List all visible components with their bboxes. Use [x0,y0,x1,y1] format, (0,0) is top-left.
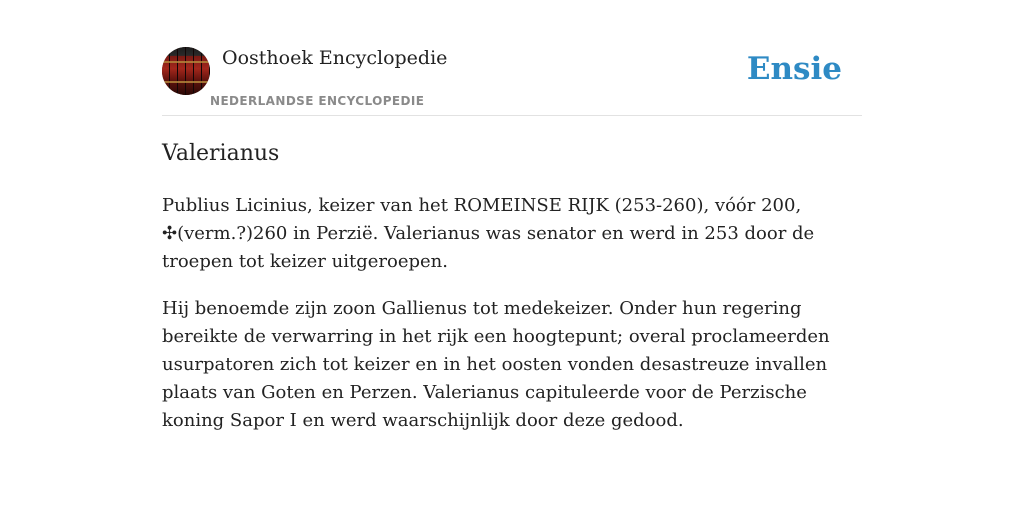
brand-logo[interactable]: Ensie [746,51,842,87]
article-paragraph-1: Publius Licinius, keizer van het ROMEINSE RIJK (253-260), vóór 200, ✣(verm.?)260 in Perzië. Valerianus was senator en werd in 253 door de troepen tot keizer uitgeroepen. [162,195,815,272]
encyclopedia-avatar[interactable] [162,47,210,95]
header-divider [162,115,862,116]
article [162,140,864,435]
article-paragraph-2: Hij benoemde zijn zoon Gallienus tot medekeizer. Onder hun regering bereikte de verwarring in het rijk een hoogtepunt; overal proclameerden usurpatoren zich tot keizer en in het oosten vonden desastreuze invallen plaats van Goten en Perzen. Valerianus capituleerde voor de Perzische koning Sapor I en werd waarschijnlijk door deze gedood. [162,298,830,431]
book-spines-icon [162,47,210,95]
article-title: Valerianus [162,141,280,166]
site-header [162,46,862,116]
site-title[interactable]: Oosthoek Encyclopedie [222,47,448,69]
site-subtitle: NEDERLANDSE ENCYCLOPEDIE [210,94,425,108]
